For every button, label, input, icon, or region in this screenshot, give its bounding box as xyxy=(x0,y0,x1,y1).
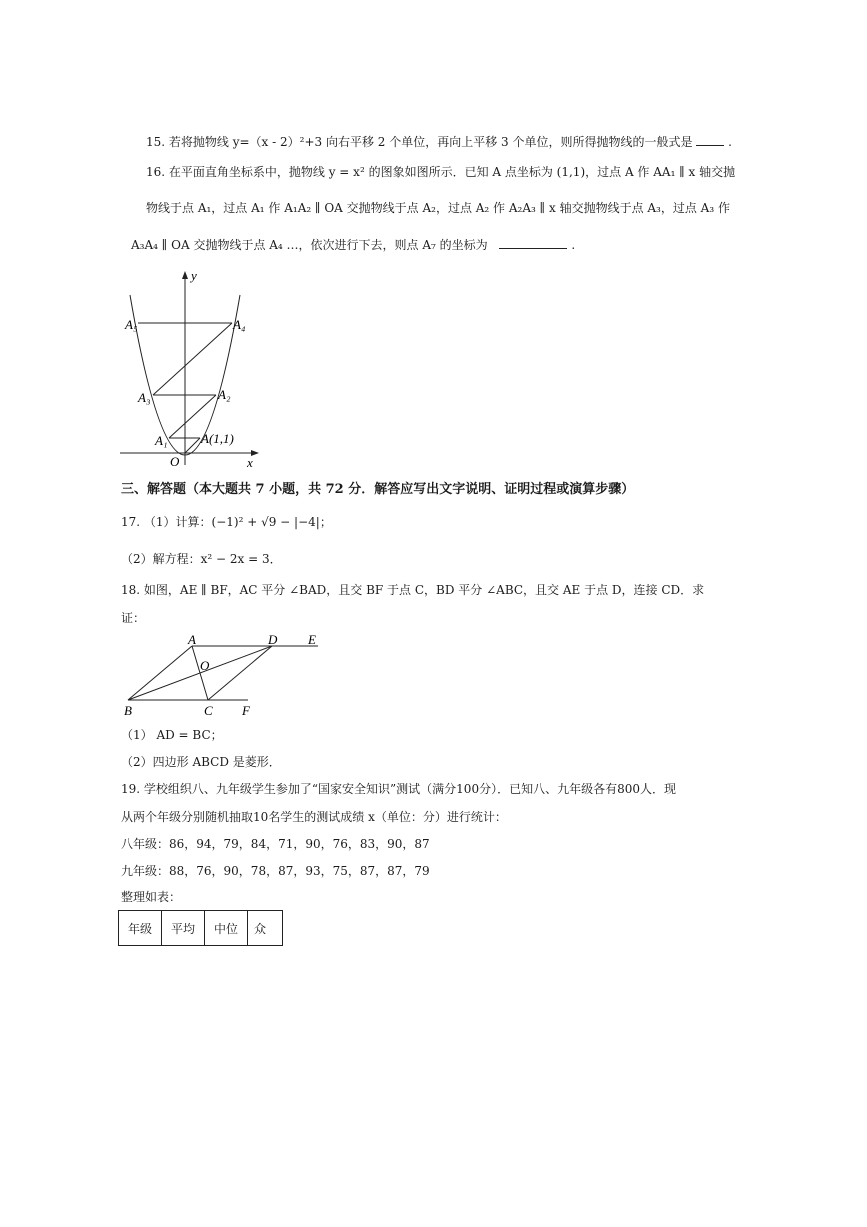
question-16-line1: 16. 在平面直角坐标系中，抛物线 y = x² 的图象如图所示．已知 A 点坐标为 (1,1)，过点 A 作 AA₁ ∥ x 轴交抛 xyxy=(146,165,736,179)
section-3-heading: 三、解答题（本大题共 7 小题，共 72 分．解答应写出文字说明、证明过程或演算步骤） xyxy=(121,482,635,497)
question-16-line3 xyxy=(131,237,575,253)
table-header-cell: 众 xyxy=(248,911,283,946)
table-header-row xyxy=(119,911,283,946)
label-c: C xyxy=(204,703,213,718)
table-header-cell: 中位 xyxy=(205,911,248,946)
answer-blank-16 xyxy=(499,248,567,249)
label-a1: A₁ xyxy=(155,433,168,448)
table-header-cell: 年级 xyxy=(119,911,162,946)
table-intro: 整理如表： xyxy=(121,890,182,904)
segment-ab xyxy=(128,646,192,700)
rhombus-figure xyxy=(118,632,328,720)
label-a: A(1,1) xyxy=(201,431,234,446)
answer-blank-15 xyxy=(696,145,724,146)
label-b: B xyxy=(124,703,132,718)
table-header-cell: 平均 xyxy=(162,911,205,946)
label-x: x xyxy=(247,455,253,470)
label-a5: A₅ xyxy=(125,317,138,332)
label-y: y xyxy=(191,268,197,283)
question-19-line1: 19. 学校组织八、九年级学生参加了“国家安全知识”测试（满分100分）．已知八、九年级各有800人．现 xyxy=(121,782,676,796)
segment-o-a xyxy=(185,438,200,453)
label-e: E xyxy=(308,632,316,647)
grade-9-scores: 九年级：88，76，90，78，87，93，75，87，87，79 xyxy=(121,864,430,878)
label-a: A xyxy=(188,632,196,647)
label-o: O xyxy=(170,454,180,469)
grade-8-scores: 八年级：86，94，79，84，71，90，76，83，90，87 xyxy=(121,837,430,851)
label-o: O xyxy=(200,658,210,673)
label-f: F xyxy=(242,703,250,718)
question-18-line2: 证： xyxy=(121,611,146,625)
label-a3: A₃ xyxy=(138,390,151,405)
question-17-part1: 17. （1）计算：(−1)² + √9 − |−4|； xyxy=(121,515,332,529)
question-17-part2: （2）解方程：x² − 2x = 3． xyxy=(121,552,282,566)
question-15-text: 15. 若将抛物线 y=（x - 2）²+3 向右平移 2 个单位，再向上平移 3 个单位，则所得抛物线的一般式是 xyxy=(146,135,693,149)
label-a2: A₂ xyxy=(218,387,231,402)
question-18-part2: （2）四边形 ABCD 是菱形． xyxy=(121,755,281,769)
question-15 xyxy=(146,134,732,150)
diagonal-bd xyxy=(128,646,272,700)
question-16-line2: 物线于点 A₁，过点 A₁ 作 A₁A₂ ∥ OA 交抛物线于点 A₂，过点 A₂ 作 A₂A₃ ∥ x 轴交抛物线于点 A₃，过点 A₃ 作 xyxy=(146,201,730,215)
question-16-line3-text: A₃A₄ ∥ OA 交抛物线于点 A₄ …，依次进行下去，则点 A₇ 的坐标为 xyxy=(131,238,488,252)
segment-dc xyxy=(208,646,272,700)
question-15-end: . xyxy=(728,135,732,149)
y-axis-arrow xyxy=(182,271,188,279)
parabola-figure xyxy=(115,265,275,475)
question-18-line1: 18. 如图，AE ∥ BF，AC 平分 ∠BAD，且交 BF 于点 C，BD 平分 ∠ABC，且交 AE 于点 D，连接 CD．求 xyxy=(121,583,705,597)
label-d: D xyxy=(268,632,278,647)
label-a4: A₄ xyxy=(233,317,246,332)
stats-table xyxy=(118,910,283,946)
question-18-part1: （1） AD = BC； xyxy=(121,728,223,742)
question-19-line2: 从两个年级分别随机抽取10名学生的测试成绩 x（单位：分）进行统计： xyxy=(121,810,507,824)
segment-a3-a4 xyxy=(153,323,232,395)
question-16-end: . xyxy=(571,238,576,252)
